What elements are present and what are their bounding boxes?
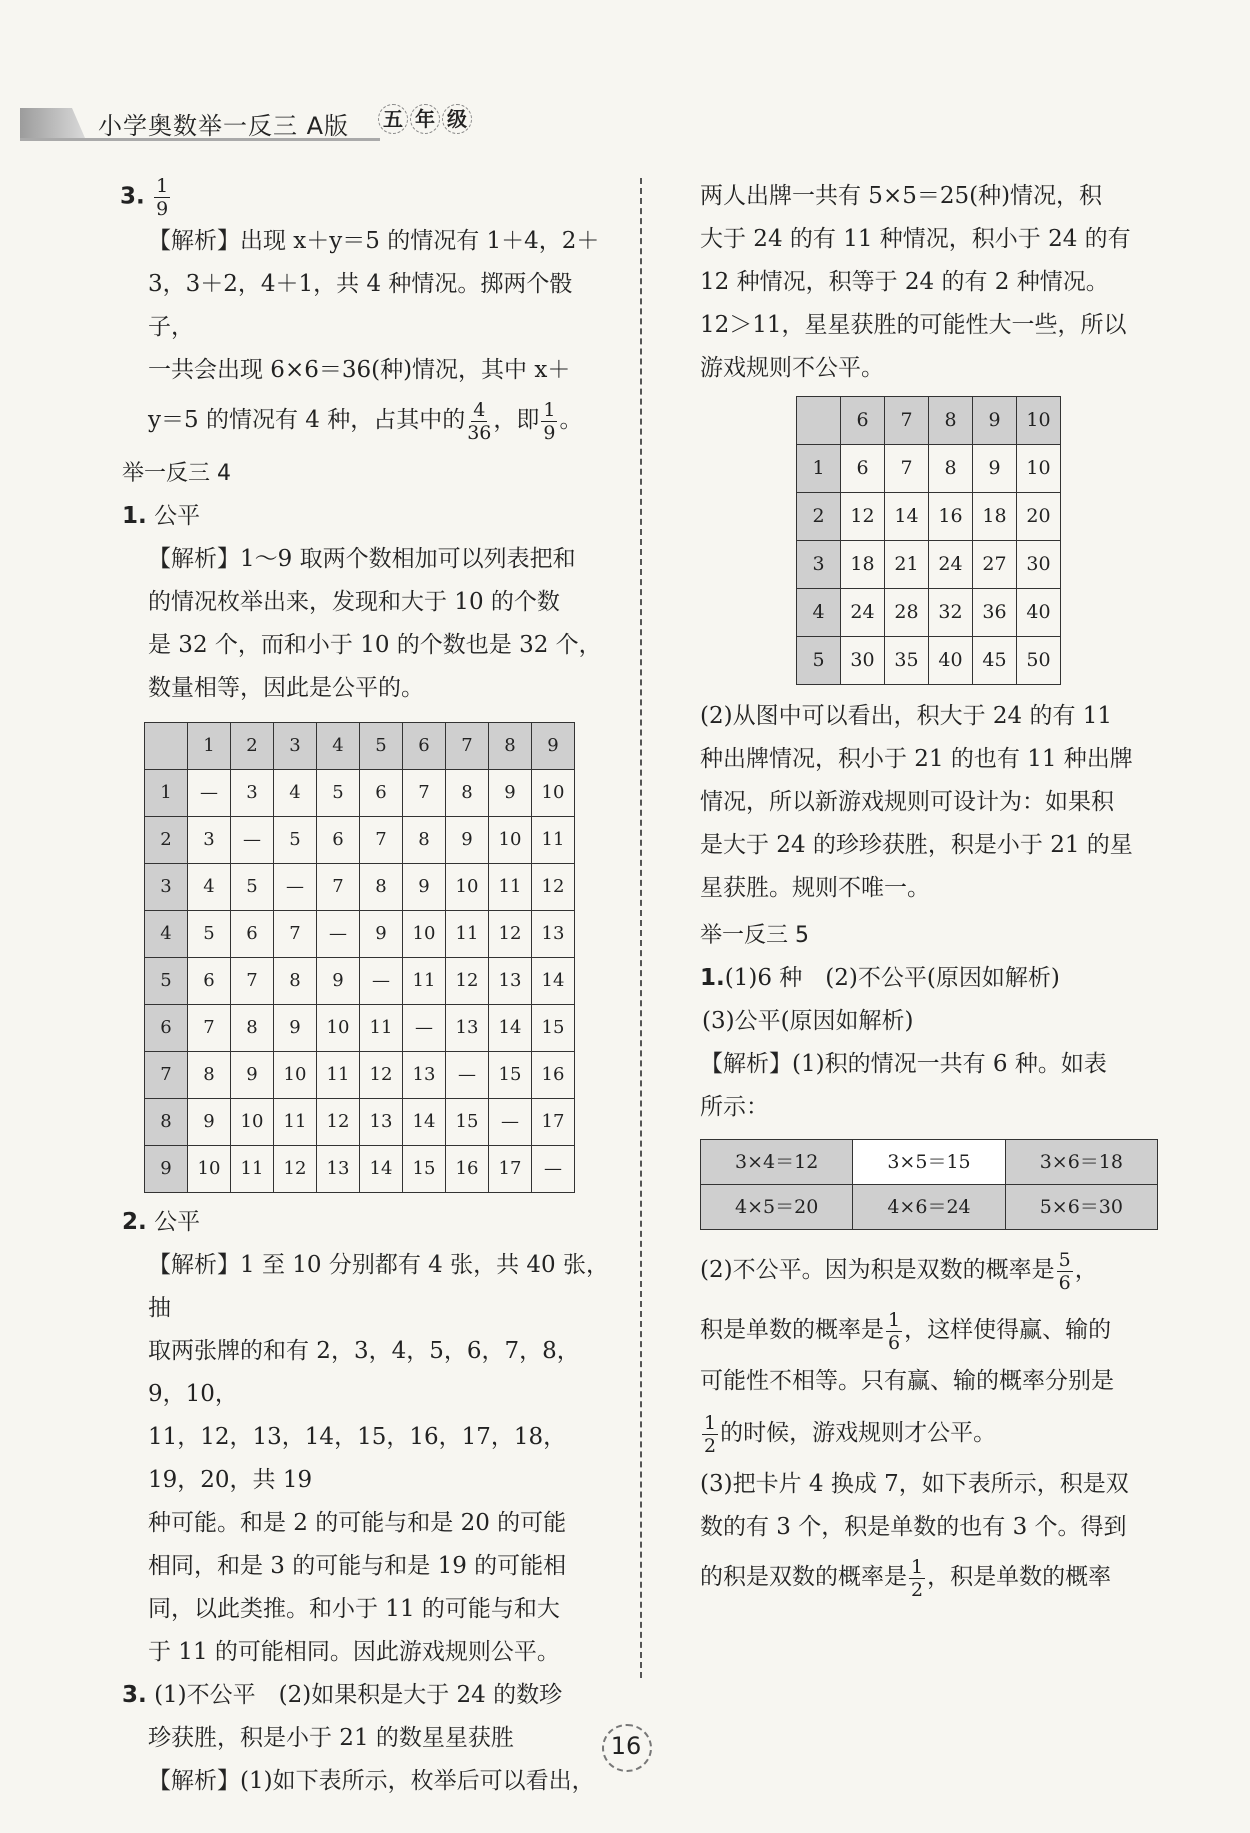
s4q3-part2-line: (2)从图中可以看出，积大于 24 的有 11	[700, 703, 1113, 729]
table-row	[797, 445, 1061, 493]
table-cell: 10	[231, 1099, 274, 1146]
table-cell: 8	[188, 1052, 231, 1099]
table-cell: 5	[317, 770, 360, 817]
header-cell: 2	[231, 723, 274, 770]
table-cell: 4	[188, 864, 231, 911]
s4q1-explanation-line: 数量相等，因此是公平的。	[148, 675, 424, 701]
table-cell: 14	[489, 1005, 532, 1052]
q3-explanation-line: 3，3＋2，4＋1，共 4 种情况。掷两个骰子，	[148, 271, 573, 340]
fraction: $\frac{1}{9}$	[156, 175, 169, 220]
table-cell: 3	[231, 770, 274, 817]
s5q1-explanation-line: 【解析】(1)积的情况一共有 6 种。如表	[700, 1051, 1107, 1077]
table-cell: 30	[1017, 541, 1061, 589]
fraction: $\frac{1}{9}$	[543, 398, 556, 444]
book-title: 小学奥数举一反三 A版	[98, 112, 350, 140]
table-row	[145, 1052, 575, 1099]
grade-char: 级	[442, 104, 472, 134]
table-cell: 10	[403, 911, 446, 958]
table-cell: —	[532, 1146, 575, 1193]
table-cell: 13	[446, 1005, 489, 1052]
table-cell: 12	[841, 493, 885, 541]
header-cell: 7	[446, 723, 489, 770]
s5q1-part2-line: 积是单数的概率是 $\frac{1}{6}$ ，这样使得赢、输的	[700, 1308, 1112, 1354]
header-cell: 3	[274, 723, 317, 770]
section-heading-5: 举一反三 5	[700, 923, 809, 948]
table-cell: 18	[841, 541, 885, 589]
table-row	[701, 1185, 1158, 1230]
s5q1-part2-line: (2)不公平。因为积是双数的概率是 $\frac{5}{6}$ ，	[700, 1248, 1098, 1294]
table-row	[145, 817, 575, 864]
continued-text-line: 大于 24 的有 11 种情况，积小于 24 的有	[700, 226, 1131, 252]
table-cell: —	[317, 911, 360, 958]
s5q1-part3-line: (3)把卡片 4 换成 7，如下表所示，积是双	[700, 1471, 1129, 1497]
table-cell: 13	[489, 958, 532, 1005]
table-cell: 9	[446, 817, 489, 864]
question-number: 3.	[120, 183, 145, 210]
table-cell: 10	[317, 1005, 360, 1052]
s4q2-explanation-line: 同，以此类推。和小于 11 的可能与和大	[148, 1596, 560, 1622]
table-cell: 24	[841, 589, 885, 637]
table-row	[145, 770, 575, 817]
table-cell: 11	[360, 1005, 403, 1052]
table-cell: —	[360, 958, 403, 1005]
continued-text-line: 12 种情况，积等于 24 的有 2 种情况。	[700, 269, 1109, 295]
header-cell: 9	[973, 397, 1017, 445]
table-row	[797, 637, 1061, 685]
table-cell: 3×6＝18	[1005, 1140, 1157, 1185]
fraction: $\frac{1}{2}$	[704, 1411, 717, 1457]
table-cell: 9	[360, 911, 403, 958]
s4q1-explanation-line: 的情况枚举出来，发现和大于 10 的个数	[148, 589, 560, 615]
table-cell: 4×6＝24	[853, 1185, 1005, 1230]
table-row	[145, 723, 575, 770]
table-cell: 3	[188, 817, 231, 864]
s4q3-explanation-line: 【解析】(1)如下表所示，枚举后可以看出，	[148, 1768, 595, 1794]
table-cell: 16	[929, 493, 973, 541]
table-cell: 3×4＝12	[701, 1140, 853, 1185]
continued-text-line: 两人出牌一共有 5×5＝25(种)情况，积	[700, 183, 1103, 209]
s4q3-part2-line: 情况，所以新游戏规则可设计为：如果积	[700, 789, 1114, 815]
table-cell: 14	[360, 1146, 403, 1193]
header-cell: 10	[1017, 397, 1061, 445]
table-row	[797, 493, 1061, 541]
table-cell: 30	[841, 637, 885, 685]
table-cell: 13	[360, 1099, 403, 1146]
table-cell: 11	[403, 958, 446, 1005]
fraction: $\frac{5}{6}$	[1058, 1248, 1071, 1294]
table-row	[145, 1005, 575, 1052]
header-cell	[797, 397, 841, 445]
continued-text-line: 游戏规则不公平。	[700, 355, 884, 381]
table-cell: —	[231, 817, 274, 864]
table-row	[145, 1146, 575, 1193]
s5q1-part2-line: $\frac{1}{2}$ 的时候，游戏规则才公平。	[704, 1411, 997, 1457]
table-cell: 11	[446, 911, 489, 958]
s4q3-part2-line: 星获胜。规则不唯一。	[700, 875, 930, 901]
card-product-table	[700, 1139, 1158, 1230]
table-cell: 32	[929, 589, 973, 637]
table-cell: —	[489, 1099, 532, 1146]
table-cell: 10	[489, 817, 532, 864]
product-table	[796, 396, 1061, 685]
table-cell: 15	[532, 1005, 575, 1052]
table-cell: 7	[360, 817, 403, 864]
header-cell: 6	[841, 397, 885, 445]
header-cell: 1	[797, 445, 841, 493]
s4q2-explanation-line: 种可能。和是 2 的可能与和是 20 的可能	[148, 1510, 567, 1536]
table-cell: 6	[231, 911, 274, 958]
s4q2-explanation-line: 于 11 的可能相同。因此游戏规则公平。	[148, 1639, 560, 1665]
table-row	[145, 864, 575, 911]
table-cell: 7	[274, 911, 317, 958]
table-cell: 18	[973, 493, 1017, 541]
table-cell: 14	[885, 493, 929, 541]
page-header	[20, 100, 467, 140]
table-cell: 10	[1017, 445, 1061, 493]
q3-explanation-line: 一共会出现 6×6＝36(种)情况，其中 x＋	[148, 357, 571, 383]
table-cell: 10	[532, 770, 575, 817]
table-cell: 10	[446, 864, 489, 911]
table-cell: 11	[317, 1052, 360, 1099]
s4q3-part2-line: 种出牌情况，积小于 21 的也有 11 种出牌	[700, 746, 1133, 772]
header-cell: 5	[797, 637, 841, 685]
header-cell: 2	[797, 493, 841, 541]
s5q1-part3-line: 的积是双数的概率是 $\frac{1}{2}$ ，积是单数的概率	[700, 1555, 1112, 1601]
table-row	[701, 1140, 1158, 1185]
table-cell: 28	[885, 589, 929, 637]
s4q1-explanation-line: 【解析】1～9 取两个数相加可以列表把和	[148, 546, 576, 572]
table-cell: 15	[403, 1146, 446, 1193]
table-cell: 6	[841, 445, 885, 493]
s4q2-explanation-line: 相同，和是 3 的可能与和是 19 的可能相	[148, 1553, 567, 1579]
table-cell: 8	[403, 817, 446, 864]
s5q1-answer: 1.(1)6 种 (2)不公平(原因如解析)	[700, 965, 1060, 991]
table-cell: 5×6＝30	[1005, 1185, 1157, 1230]
header-cell: 8	[929, 397, 973, 445]
table-cell: 50	[1017, 637, 1061, 685]
table-cell: 11	[532, 817, 575, 864]
left-column	[122, 175, 610, 1803]
table-cell: 15	[446, 1099, 489, 1146]
section-heading-4: 举一反三 4	[122, 461, 231, 486]
table-cell: 9	[489, 770, 532, 817]
table-cell: 11	[231, 1146, 274, 1193]
header-cell: 6	[145, 1005, 188, 1052]
table-cell: 9	[973, 445, 1017, 493]
table-cell: —	[446, 1052, 489, 1099]
fraction: $\frac{4}{36}$	[467, 398, 492, 444]
table-cell: 36	[973, 589, 1017, 637]
table-cell: 15	[489, 1052, 532, 1099]
table-cell: 7	[885, 445, 929, 493]
table-row	[797, 397, 1061, 445]
table-cell: 8	[360, 864, 403, 911]
table-cell: 13	[403, 1052, 446, 1099]
continued-text-line: 12＞11，星星获胜的可能性大一些，所以	[700, 312, 1127, 338]
s4q3-answer: 3. (1)不公平 (2)如果积是大于 24 的数珍	[122, 1682, 563, 1708]
s5q1-part3-line: 数的有 3 个，积是单数的也有 3 个。得到	[700, 1514, 1127, 1540]
header-cell: 6	[403, 723, 446, 770]
table-cell: 9	[188, 1099, 231, 1146]
table-cell: 10	[188, 1146, 231, 1193]
table-cell: 13	[317, 1146, 360, 1193]
header-cell: 1	[188, 723, 231, 770]
table-cell: 24	[929, 541, 973, 589]
table-cell: 9	[231, 1052, 274, 1099]
table-cell: 17	[532, 1099, 575, 1146]
header-decoration-bar	[20, 108, 85, 138]
right-column	[700, 175, 1170, 1605]
table-cell: 12	[532, 864, 575, 911]
table-cell: 6	[188, 958, 231, 1005]
table-cell: 12	[489, 911, 532, 958]
table-cell: 16	[532, 1052, 575, 1099]
s4q3-part2-line: 是大于 24 的珍珍获胜，积是小于 21 的星	[700, 832, 1133, 858]
table-cell: 8	[929, 445, 973, 493]
table-cell: 13	[532, 911, 575, 958]
grade-char: 五	[378, 104, 408, 134]
table-cell: 14	[403, 1099, 446, 1146]
table-cell: —	[188, 770, 231, 817]
table-cell: 9	[403, 864, 446, 911]
s4q2-answer: 2. 公平	[122, 1209, 201, 1235]
table-cell: 11	[489, 864, 532, 911]
table-cell: 27	[973, 541, 1017, 589]
table-cell: 11	[274, 1099, 317, 1146]
header-cell: 4	[797, 589, 841, 637]
fraction: $\frac{1}{2}$	[911, 1555, 924, 1601]
header-cell	[145, 723, 188, 770]
header-cell: 7	[885, 397, 929, 445]
table-cell: 45	[973, 637, 1017, 685]
header-cell: 3	[145, 864, 188, 911]
s4q1-answer: 1. 公平	[122, 503, 201, 529]
table-cell: 8	[274, 958, 317, 1005]
table-cell: 7	[403, 770, 446, 817]
header-cell: 1	[145, 770, 188, 817]
s4q2-explanation-line: 11，12，13，14，15，16，17，18，19，20，共 19	[148, 1424, 567, 1493]
column-divider	[640, 178, 642, 1678]
table-cell: 10	[274, 1052, 317, 1099]
s5q1-answer-line: (3)公平(原因如解析)	[702, 1008, 914, 1034]
table-cell: 12	[360, 1052, 403, 1099]
header-cell: 8	[489, 723, 532, 770]
table-row	[145, 958, 575, 1005]
header-cell: 4	[317, 723, 360, 770]
s5q1-explanation-line: 所示：	[700, 1094, 769, 1120]
table-cell: 12	[274, 1146, 317, 1193]
table-cell: 40	[1017, 589, 1061, 637]
table-cell: —	[403, 1005, 446, 1052]
table-cell: 7	[317, 864, 360, 911]
table-cell: 7	[231, 958, 274, 1005]
table-cell: 7	[188, 1005, 231, 1052]
header-cell: 3	[797, 541, 841, 589]
table-row	[145, 911, 575, 958]
table-cell: 40	[929, 637, 973, 685]
table-cell: 4×5＝20	[701, 1185, 853, 1230]
s4q3-answer-line: 珍获胜，积是小于 21 的数星星获胜	[148, 1725, 514, 1751]
s5q1-part2-line: 可能性不相等。只有赢、输的概率分别是	[700, 1368, 1114, 1394]
table-cell: 9	[274, 1005, 317, 1052]
sum-table	[144, 722, 575, 1193]
s4q2-explanation-line: 【解析】1 至 10 分别都有 4 张，共 40 张，抽	[148, 1252, 609, 1321]
table-cell: 16	[446, 1146, 489, 1193]
page-number: 16	[596, 1722, 656, 1770]
q3-answer	[120, 175, 610, 220]
header-cell: 2	[145, 817, 188, 864]
grade-char: 年	[410, 104, 440, 134]
table-cell: 35	[885, 637, 929, 685]
table-cell: 14	[532, 958, 575, 1005]
header-cell: 7	[145, 1052, 188, 1099]
table-cell: 4	[274, 770, 317, 817]
table-cell: 6	[317, 817, 360, 864]
table-cell: 12	[446, 958, 489, 1005]
q3-explanation-line: 【解析】出现 x＋y＝5 的情况有 1＋4，2＋	[148, 228, 600, 254]
s4q2-explanation-line: 取两张牌的和有 2，3，4，5，6，7，8，9，10，	[148, 1338, 580, 1407]
header-cell: 9	[532, 723, 575, 770]
table-cell: 12	[317, 1099, 360, 1146]
table-row	[797, 541, 1061, 589]
table-cell: 5	[274, 817, 317, 864]
header-cell: 9	[145, 1146, 188, 1193]
table-cell: 9	[317, 958, 360, 1005]
grade-badges	[378, 104, 472, 134]
table-row	[145, 1099, 575, 1146]
table-cell: 5	[231, 864, 274, 911]
table-cell: —	[274, 864, 317, 911]
header-cell: 8	[145, 1099, 188, 1146]
table-cell: 5	[188, 911, 231, 958]
table-cell: 21	[885, 541, 929, 589]
header-cell: 5	[145, 958, 188, 1005]
header-cell: 5	[360, 723, 403, 770]
fraction: $\frac{1}{6}$	[888, 1308, 901, 1354]
table-cell: 17	[489, 1146, 532, 1193]
table-cell: 6	[360, 770, 403, 817]
table-row	[797, 589, 1061, 637]
table-cell: 20	[1017, 493, 1061, 541]
q3-explanation-line: y＝5 的情况有 4 种，占其中的 $\frac{4}{36}$ ，即 $\frac{1}{9}$ 。	[148, 398, 583, 444]
s4q1-explanation-line: 是 32 个，而和小于 10 的个数也是 32 个，	[148, 632, 602, 658]
table-cell: 3×5＝15	[853, 1140, 1005, 1185]
table-cell: 8	[231, 1005, 274, 1052]
header-cell: 4	[145, 911, 188, 958]
table-cell: 8	[446, 770, 489, 817]
